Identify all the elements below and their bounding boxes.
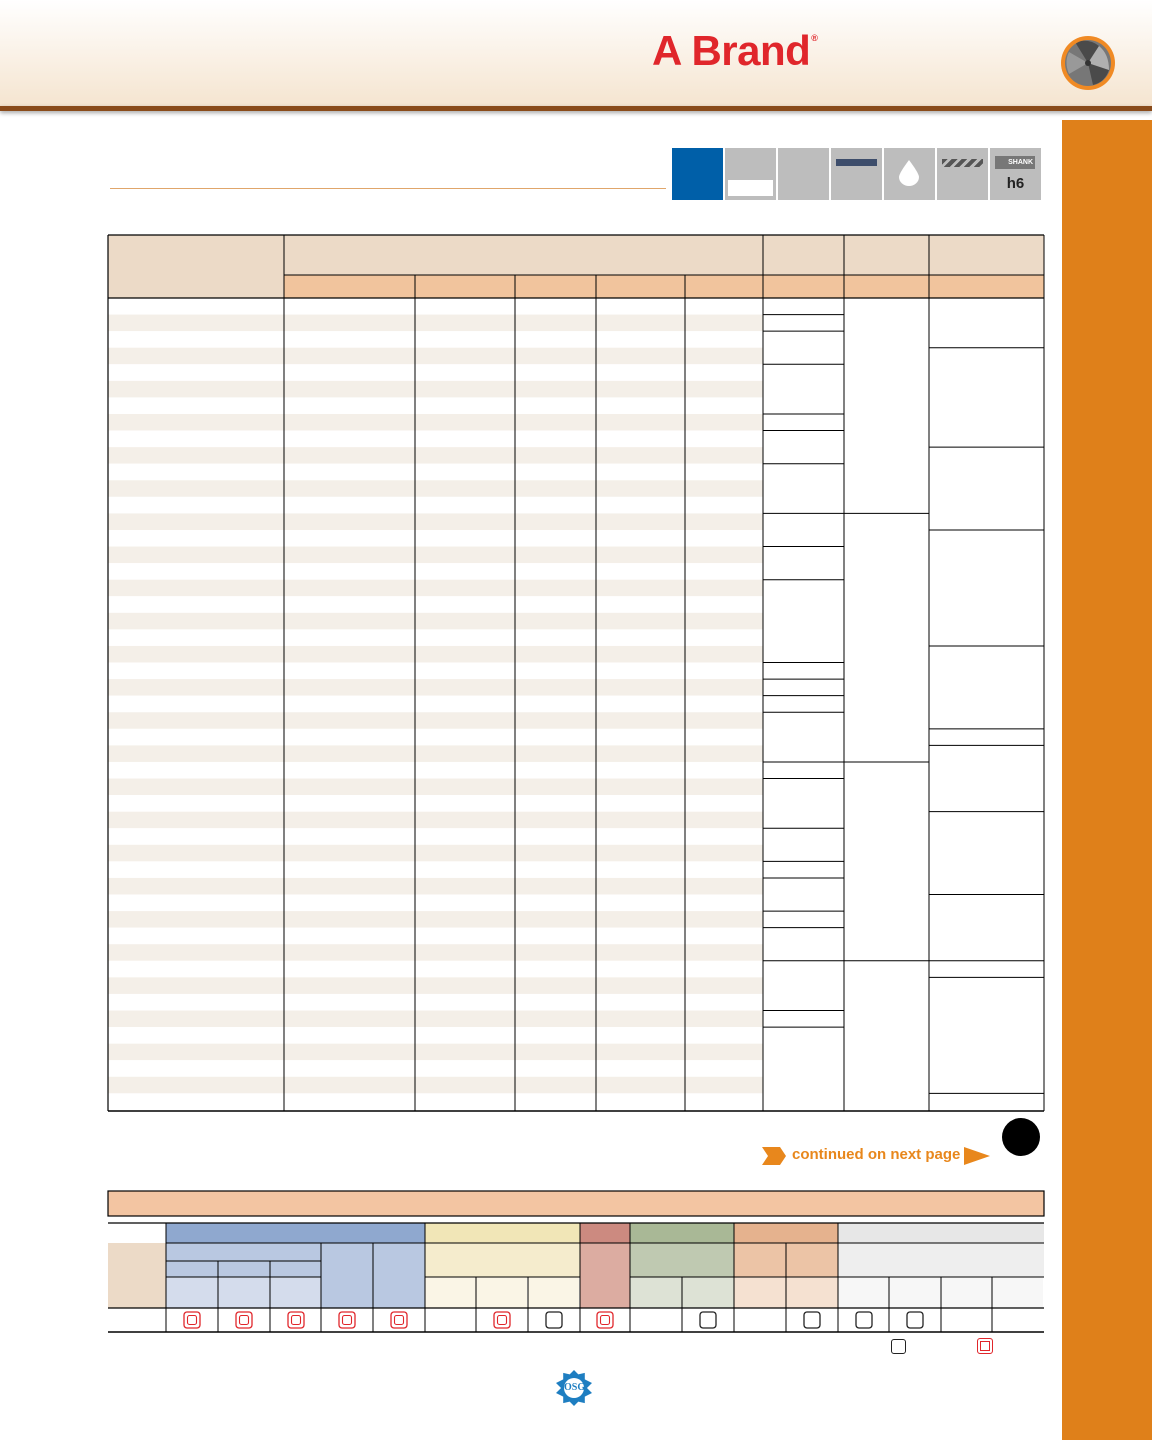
table-row	[108, 431, 763, 448]
table-row-merged	[763, 696, 1044, 713]
table-row-merged	[763, 977, 1044, 994]
material-subgroup	[580, 1243, 630, 1308]
table-row-merged	[763, 580, 1044, 597]
table-header	[108, 235, 1044, 275]
material-cell	[630, 1277, 682, 1308]
material-row-label	[108, 1243, 166, 1308]
material-cell	[425, 1277, 476, 1308]
table-row	[108, 629, 763, 646]
table-row-merged	[763, 795, 1044, 812]
table-row-merged	[763, 812, 1044, 829]
recommended-icon-inner	[240, 1316, 249, 1325]
table-row	[108, 878, 763, 895]
material-subgroup	[734, 1243, 838, 1277]
table-row-merged	[763, 745, 1044, 762]
table-row-merged	[763, 663, 1044, 680]
material-subgroup	[166, 1261, 218, 1277]
table-row-merged	[763, 679, 1044, 696]
table-row	[108, 1077, 763, 1094]
table-row-merged	[763, 1060, 1044, 1077]
table-row	[108, 381, 763, 398]
coolant-drop-icon	[884, 148, 935, 200]
arrow-right-icon	[762, 1147, 786, 1165]
materials-title-bar	[108, 1191, 1044, 1216]
table-row	[108, 696, 763, 713]
helix-icon	[937, 148, 988, 200]
material-cell	[270, 1277, 322, 1308]
recommended-icon	[597, 1312, 613, 1328]
table-row	[108, 762, 763, 779]
table-row	[108, 1060, 763, 1077]
recommended-icon	[977, 1338, 993, 1354]
table-row	[108, 779, 763, 796]
table-row-merged	[763, 464, 1044, 481]
continued-note: continued on next page	[762, 1145, 992, 1167]
table-row	[108, 845, 763, 862]
table-row-merged	[763, 397, 1044, 414]
material-cell	[838, 1277, 889, 1308]
table-row	[108, 961, 763, 978]
table-row-merged	[763, 381, 1044, 398]
osg-logo-icon: OSG	[556, 1370, 592, 1406]
suitable-icon	[856, 1312, 872, 1328]
table-row	[108, 977, 763, 994]
table-row-merged	[763, 447, 1044, 464]
table-row-merged	[763, 596, 1044, 613]
table-row-merged	[763, 994, 1044, 1011]
recommended-icon-inner	[395, 1316, 404, 1325]
table-row	[108, 944, 763, 961]
table-row	[108, 480, 763, 497]
flute-icon	[831, 148, 882, 200]
table-row	[108, 315, 763, 332]
table-row-merged	[763, 878, 1044, 895]
table-row-merged	[763, 497, 1044, 514]
table-row	[108, 1011, 763, 1028]
material-group-header	[580, 1223, 630, 1243]
material-group-header	[630, 1223, 734, 1243]
material-group-header	[838, 1223, 1044, 1243]
table-row-merged	[763, 845, 1044, 862]
coating-icon	[672, 148, 723, 200]
table-row-merged	[763, 911, 1044, 928]
table-row-merged	[763, 828, 1044, 845]
table-row	[108, 712, 763, 729]
table-row-merged	[763, 928, 1044, 945]
brand-title: A Brand®	[652, 27, 818, 74]
table-row-merged	[763, 348, 1044, 365]
recommended-icon-inner	[498, 1316, 507, 1325]
blank-spec-icon	[778, 148, 829, 200]
recommended-icon	[184, 1312, 200, 1328]
material-cell	[941, 1277, 992, 1308]
table-row-merged	[763, 1077, 1044, 1094]
material-cell	[476, 1277, 527, 1308]
material-subgroup	[425, 1243, 580, 1277]
suitable-icon	[907, 1312, 923, 1328]
header-rule	[0, 106, 1152, 111]
table-row	[108, 613, 763, 630]
table-row	[108, 596, 763, 613]
table-row-merged	[763, 547, 1044, 564]
material-cell	[992, 1277, 1043, 1308]
material-subgroup	[630, 1243, 734, 1277]
arrow-right-icon	[964, 1147, 990, 1165]
material-subgroup	[838, 1243, 1044, 1277]
table-row-merged	[763, 1027, 1044, 1044]
table-row-merged	[763, 480, 1044, 497]
recommended-icon	[339, 1312, 355, 1328]
rating-legend	[888, 1338, 1008, 1358]
table-row	[108, 414, 763, 431]
table-row-merged	[763, 779, 1044, 796]
table-row	[108, 447, 763, 464]
material-subgroup	[166, 1243, 321, 1261]
suitable-icon	[804, 1312, 820, 1328]
material-cell	[682, 1277, 734, 1308]
title-rule	[110, 188, 666, 189]
table-row-merged	[763, 1011, 1044, 1028]
table-row	[108, 580, 763, 597]
page-header	[0, 0, 1152, 108]
material-cell	[166, 1277, 218, 1308]
table-row	[108, 812, 763, 829]
table-row-merged	[763, 861, 1044, 878]
table-row	[108, 679, 763, 696]
spec-icons	[672, 148, 1044, 200]
material-subgroup	[321, 1243, 425, 1277]
table-row-merged	[763, 364, 1044, 381]
table-row	[108, 298, 763, 315]
table-row-merged	[763, 563, 1044, 580]
recommended-icon	[288, 1312, 304, 1328]
recommended-icon	[494, 1312, 510, 1328]
chapter-sidebar	[1062, 120, 1152, 1440]
table-row-merged	[763, 1093, 1044, 1110]
table-row	[108, 331, 763, 348]
material-subgroup	[218, 1261, 270, 1277]
suitable-icon	[546, 1312, 562, 1328]
page-marker-dot	[1002, 1118, 1040, 1156]
table-subheader	[284, 275, 1044, 298]
table-row-merged	[763, 646, 1044, 663]
table-header-cell	[108, 275, 284, 298]
material-group-header	[166, 1223, 425, 1243]
table-row	[108, 497, 763, 514]
length-icon	[725, 148, 776, 200]
table-row	[108, 895, 763, 912]
table-row	[108, 348, 763, 365]
suitable-icon	[700, 1312, 716, 1328]
table-row	[108, 1044, 763, 1061]
table-row-merged	[763, 762, 1044, 779]
material-cell	[889, 1277, 940, 1308]
material-subgroup	[270, 1261, 322, 1277]
table-row-merged	[763, 530, 1044, 547]
recommended-icon-inner	[601, 1316, 610, 1325]
recommended-icon-inner	[188, 1316, 197, 1325]
shank-icon: SHANK h6	[990, 148, 1041, 200]
table-row	[108, 928, 763, 945]
table-row-merged	[763, 1044, 1044, 1061]
table-row	[108, 663, 763, 680]
recommended-icon-inner	[343, 1316, 352, 1325]
table-row	[108, 1027, 763, 1044]
table-row	[108, 911, 763, 928]
table-row	[108, 464, 763, 481]
table-row	[108, 729, 763, 746]
material-cell	[734, 1277, 786, 1308]
material-cell	[321, 1277, 425, 1308]
table-row-merged	[763, 961, 1044, 978]
table-row-merged	[763, 431, 1044, 448]
material-cell	[786, 1277, 838, 1308]
table-row	[108, 795, 763, 812]
table-row-merged	[763, 895, 1044, 912]
table-row-merged	[763, 414, 1044, 431]
material-cell	[218, 1277, 270, 1308]
table-row	[108, 828, 763, 845]
table-row-merged	[763, 944, 1044, 961]
table-row-merged	[763, 613, 1044, 630]
table-row-merged	[763, 315, 1044, 332]
table-row	[108, 364, 763, 381]
recommended-icon	[391, 1312, 407, 1328]
drill-tip-icon	[1061, 36, 1115, 90]
table-row	[108, 530, 763, 547]
table-row	[108, 646, 763, 663]
table-row	[108, 861, 763, 878]
table-row-merged	[763, 513, 1044, 530]
table-row	[108, 563, 763, 580]
recommended-icon	[236, 1312, 252, 1328]
table-row-merged	[763, 331, 1044, 348]
table-row-merged	[763, 712, 1044, 729]
table-row	[108, 1093, 763, 1110]
recommended-icon-inner	[292, 1316, 301, 1325]
material-group-header	[425, 1223, 580, 1243]
table-row	[108, 547, 763, 564]
table-row-merged	[763, 629, 1044, 646]
material-cell	[528, 1277, 579, 1308]
material-group-header	[734, 1223, 838, 1243]
table-row	[108, 397, 763, 414]
table-row	[108, 994, 763, 1011]
suitable-icon	[891, 1339, 906, 1354]
table-row	[108, 513, 763, 530]
table-row	[108, 745, 763, 762]
table-row-merged	[763, 298, 1044, 315]
table-row-merged	[763, 729, 1044, 746]
